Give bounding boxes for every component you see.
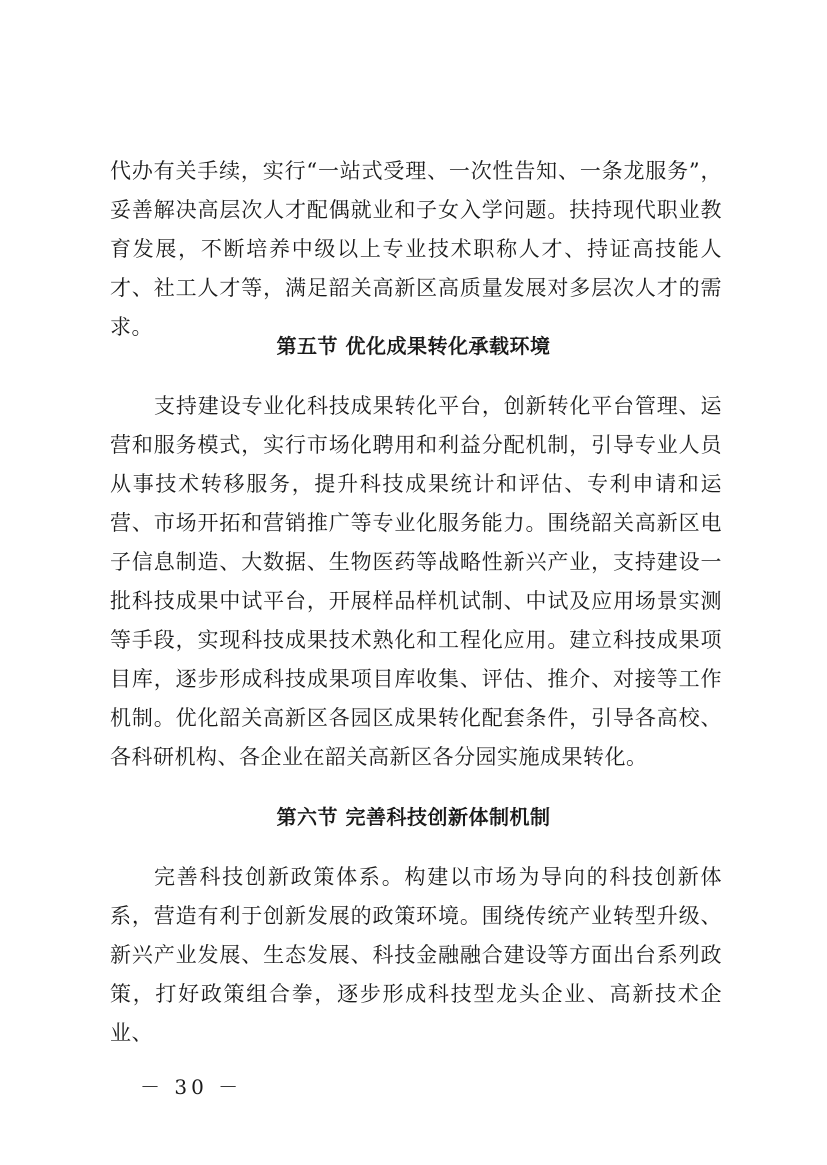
paragraph-talent-services: 代办有关手续，实行“一站式受理、一次性告知、一条龙服务”，妥善解决高层次人才配偶就业和子女入学问题。扶持现代职业教育发展，不断培养中级以上专业技术职称人才、持证高技能人才、社工人才等，满足韶关高新区高质量发展对多层次人才的需求。 [110, 159, 722, 339]
section-heading-5: 第五节 优化成果转化承载环境 [276, 334, 551, 358]
page-number: － 30 － [140, 1075, 243, 1099]
paragraph-policy-system: 完善科技创新政策体系。构建以市场为导向的科技创新体系，营造有利于创新发展的政策环境。围绕传统产业转型升级、新兴产业发展、生态发展、科技金融融合建设等方面出台系列政策，打好政策组合拳，逐步形成科技型龙头企业、高新技术企业、 [110, 865, 722, 1045]
paragraph-achievement-transformation: 支持建设专业化科技成果转化平台，创新转化平台管理、运营和服务模式，实行市场化聘用和利益分配机制，引导专业人员从事技术转移服务，提升科技成果统计和评估、专利申请和运营、市场开拓和营销推广等专业化服务能力。围绕韶关高新区电子信息制造、大数据、生物医药等战略性新兴产业，支持建设一批科技成果中试平台，开展样品样机试制、中试及应用场景实测等手段，实现科技成果技术熟化和工程化应用。建立科技成果项目库，逐步形成科技成果项目库收集、评估、推介、对接等工作机制。优化韶关高新区各园区成果转化配套条件，引导各高校、各科研机构、各企业在韶关高新区各分园实施成果转化。 [110, 394, 722, 769]
section-heading-6: 第六节 完善科技创新体制机制 [276, 805, 551, 829]
